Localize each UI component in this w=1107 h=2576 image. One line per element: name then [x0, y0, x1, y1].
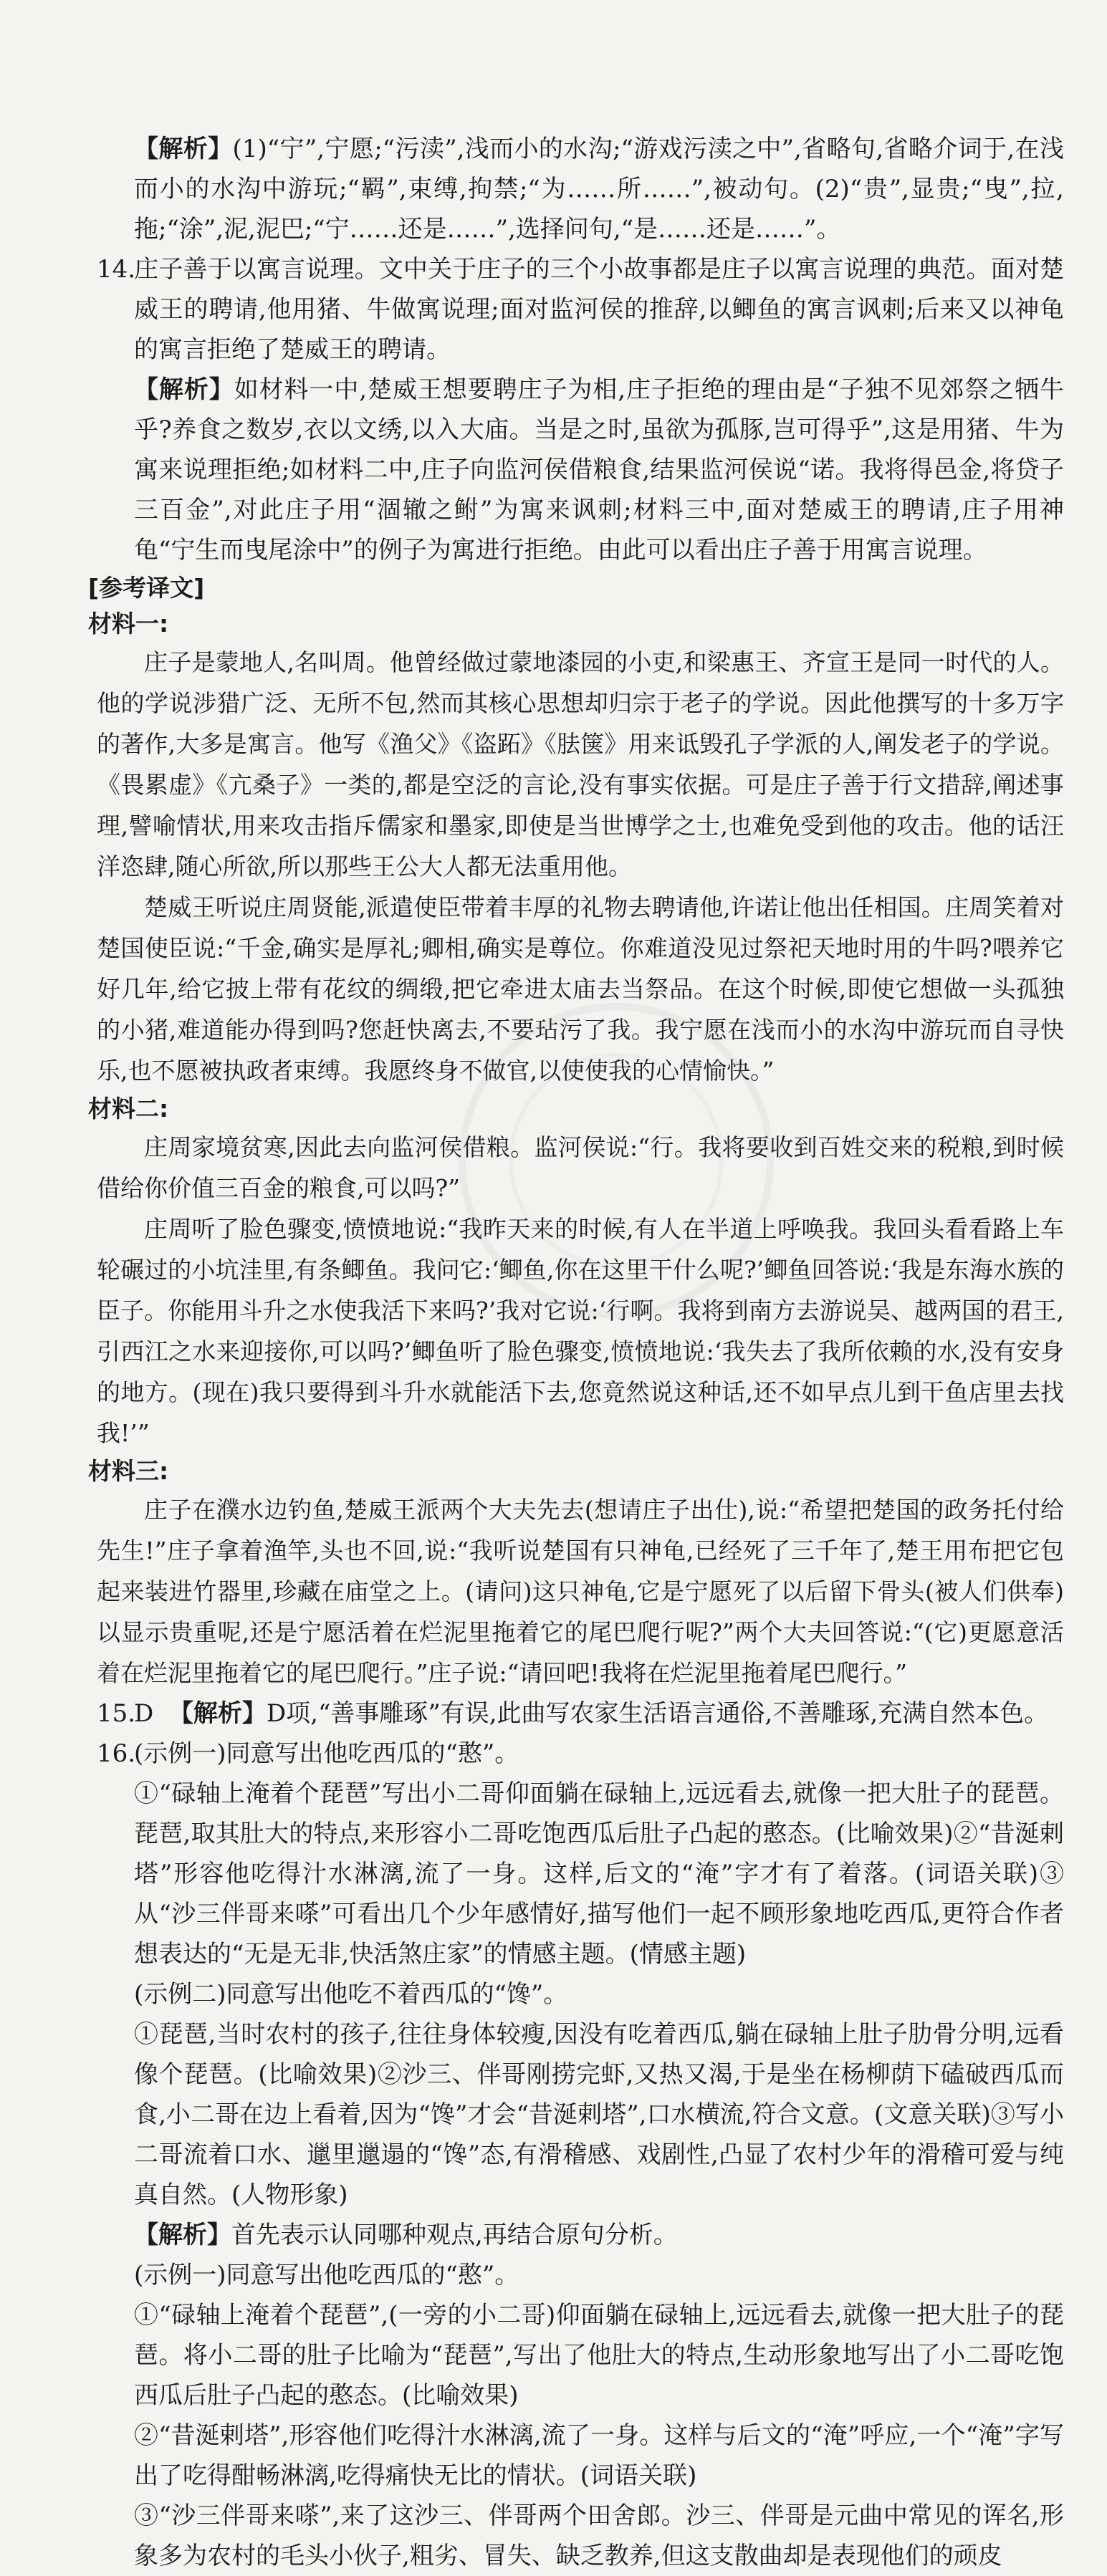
analysis-point-2: ②“昔涎剌塔”,形容他们吃得汁水淋漓,流了一身。这样与后文的“淹”呼应,一个“淹”字写出了吃得酣畅淋漓,吃得痛快无比的情状。(词语关联)	[134, 2421, 1064, 2490]
translation-heading: [参考译文]	[88, 574, 205, 602]
question-number: 14.	[97, 255, 136, 284]
analysis-tag: 【解析】	[134, 2221, 231, 2249]
analysis-intro: 首先表示认同哪种观点,再结合原句分析。	[231, 2221, 678, 2249]
example-2-text: ①琵琶,当时农村的孩子,往往身体较瘦,因没有吃着西瓜,躺在碌轴上肚子肋骨分明,远看像个琵琶。(比喻效果)②沙三、伴哥刚捞完虾,又热又渴,于是坐在杨柳荫下磕破西瓜而食,小二哥在边上看着,因为“馋”才会“昔涎剌塔”,口水横流,符合文意。(文意关联)③写小二哥流着口水、邋里邋遢的“馋”态,有滑稽感、戏剧性,凸显了农村少年的滑稽可爱与纯真自然。(人物形象)	[134, 2020, 1064, 2209]
analysis-text: D项,“善事雕琢”有误,此曲写农家生活语言通俗,不善雕琢,充满自然本色。	[266, 1699, 1049, 1728]
question-14-analysis	[97, 370, 1064, 570]
question-14	[97, 249, 1064, 370]
top-analysis	[97, 129, 1064, 249]
analysis-example-1-title: (示例一)同意写出他吃西瓜的“憨”。	[134, 2261, 519, 2289]
question-number: 15.	[97, 1699, 136, 1728]
material-1-title: 材料一:	[88, 610, 169, 638]
analysis-point-1: ①“碌轴上淹着个琵琶”,(一旁的小二哥)仰面躺在碌轴上,远远看去,就像一把大肚子的琵琶。将小二哥的肚子比喻为“琵琶”,写出了他肚大的特点,生动形象地写出了小二哥吃饱西瓜后肚子凸起的憨态。(比喻效果)	[134, 2301, 1064, 2410]
example-1-text: ①“碌轴上淹着个琵琶”写出小二哥仰面躺在碌轴上,远远看去,就像一把大肚子的琵琶。琵琶,取其肚大的特点,来形容小二哥吃饱西瓜后肚子凸起的憨态。(比喻效果)②“昔涎剌塔”形容他吃得汁水淋漓,流了一身。这样,后文的“淹”字才有了着落。(词语关联)③从“沙三伴哥来嗏”可看出几个少年感情好,描写他们一起不顾形象地吃西瓜,更符合作者想表达的“无是无非,快活煞庄家”的情感主题。(情感主题)	[134, 1779, 1064, 1969]
analysis-text: 如材料一中,楚威王想要聘庄子为相,庄子拒绝的理由是“子独不见郊祭之牺牛乎?养食之数岁,衣以文绣,以入大庙。当是之时,虽欲为孤豚,岂可得乎”,这是用猪、牛为寓来说理拒绝;如材料二中,庄子向监河侯借粮食,结果监河侯说“诺。我将得邑金,将贷子三百金”,对此庄子用“涸辙之鲋”为寓来讽刺;材料三中,面对楚威王的聘请,庄子用神龟“宁生而曳尾涂中”的例子为寓进行拒绝。由此可以看出庄子善于用寓言说理。	[134, 375, 1064, 564]
example-1-title: (示例一)同意写出他吃西瓜的“憨”。	[134, 1739, 519, 1768]
analysis-point-3: ③“沙三伴哥来嗏”,来了这沙三、伴哥两个田舍郎。沙三、伴哥是元曲中常见的诨名,形象多为农村的毛头小伙子,粗劣、冒失、缺乏教养,但这支散曲却是表现他们的顽皮	[134, 2501, 1064, 2570]
analysis-tag: 【解析】	[168, 1699, 267, 1728]
answer-choice: D	[134, 1699, 154, 1728]
analysis-text: (1)“宁”,宁愿;“污渎”,浅而小的水沟;“游戏污渎之中”,省略句,省略介词于,在浅而小的水沟中游玩;“羁”,束缚,拘禁;“为……所……”,被动句。(2)“贵”,显贵;“曳”,拉,拖;“涂”,泥,泥巴;“宁……还是……”,选择问句,“是……还是……”。	[134, 135, 1065, 244]
material-2-title: 材料二:	[88, 1095, 169, 1123]
analysis-tag: 【解析】	[134, 135, 233, 163]
paragraph: 庄周家境贫寒,因此去向监河侯借粮。监河侯说:“行。我将要收到百姓交来的税粮,到时候借给你价值三百金的粮食,可以吗?”	[97, 1133, 1064, 1202]
watermark-seal	[459, 1003, 774, 1318]
question-15	[97, 1693, 1064, 1734]
paragraph: 庄子是蒙地人,名叫周。他曾经做过蒙地漆园的小吏,和梁惠王、齐宣王是同一时代的人。他的学说涉猎广泛、无所不包,然而其核心思想却归宗于老子的学说。因此他撰写的十多万字的著作,大多是寓言。他写《渔父》《盗跖》《胠箧》用来诋毁孔子学派的人,阐发老子的学说。《畏累虚》《亢桑子》一类的,都是空泛的言论,没有事实依据。可是庄子善于行文措辞,阐述事理,譬喻情状,用来攻击指斥儒家和墨家,即使是当世博学之士,也难免受到他的攻击。他的话汪洋恣肆,随心所欲,所以那些王公大人都无法重用他。	[97, 648, 1064, 880]
analysis-tag: 【解析】	[134, 375, 234, 404]
question-16	[97, 1734, 1064, 1774]
paragraph: 庄子在濮水边钓鱼,楚威王派两个大夫先去(想请庄子出仕),说:“希望把楚国的政务托付给先生!”庄子拿着渔竿,头也不回,说:“我听说楚国有只神龟,已经死了三千年了,楚王用布把它包起来装进竹器里,珍藏在庙堂之上。(请问)这只神龟,它是宁愿死了以后留下骨头(被人们供奉)以显示贵重呢,还是宁愿活着在烂泥里拖着它的尾巴爬行呢?”两个大夫回答说:“(它)更愿意活着在烂泥里拖着它的尾巴爬行。”庄子说:“请回吧!我将在烂泥里拖着尾巴爬行。”	[97, 1496, 1064, 1687]
question-number: 16.	[97, 1739, 136, 1768]
example-2-title: (示例二)同意写出他吃不着西瓜的“馋”。	[134, 1980, 568, 2009]
answer-text: 庄子善于以寓言说理。文中关于庄子的三个小故事都是庄子以寓言说理的典范。面对楚威王的聘请,他用猪、牛做寓说理;面对监河侯的推辞,以鲫鱼的寓言讽刺;后来又以神龟的寓言拒绝了楚威王的聘请。	[134, 255, 1064, 364]
question-16-analysis	[97, 2215, 1064, 2255]
material-3-text	[97, 1489, 1064, 1693]
paragraph: 楚威王听说庄周贤能,派遣使臣带着丰厚的礼物去聘请他,许诺让他出任相国。庄周笑着对楚国使臣说:“千金,确实是厚礼;卿相,确实是尊位。你难道没见过祭祀天地时用的牛吗?喂养它好几年,给它披上带有花纹的绸缎,把它牵进太庙去当祭品。在这个时候,即使它想做一头孤独的小猪,难道能办得到吗?您赶快离去,不要玷污了我。我宁愿在浅而小的水沟中游玩而自寻快乐,也不愿被执政者束缚。我愿终身不做官,以使使我的心情愉快。”	[97, 893, 1064, 1085]
material-3-title: 材料三:	[88, 1457, 169, 1485]
paragraph: 庄周听了脸色骤变,愤愤地说:“我昨天来的时候,有人在半道上呼唤我。我回头看看路上车轮碾过的小坑洼里,有条鲫鱼。我问它:‘鲫鱼,你在这里干什么呢?’鲫鱼回答说:‘我是东海水族的臣子。你能用斗升之水使我活下来吗?’我对它说:‘行啊。我将到南方去游说吴、越两国的君王,引西江之水来迎接你,可以吗?’鲫鱼听了脸色骤变,愤愤地说:‘我失去了我所依赖的水,没有安身的地方。(现在)我只要得到斗升水就能活下去,您竟然说这种话,还不如早点儿到干鱼店里去找我!’”	[97, 1215, 1064, 1447]
